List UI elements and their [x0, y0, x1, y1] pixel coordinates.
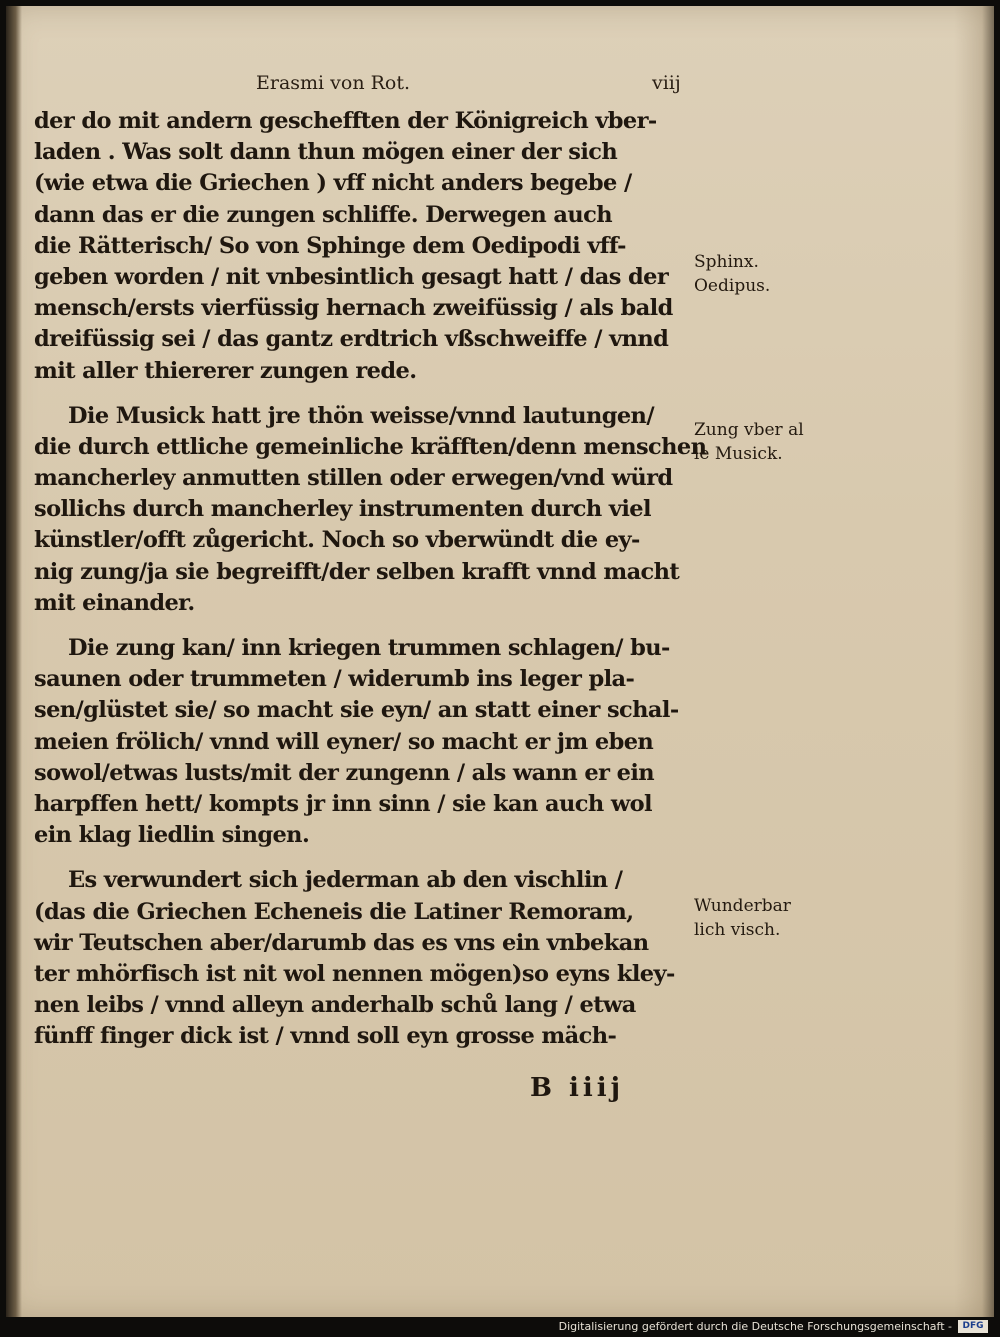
text-line: wir Teutschen aber/darumb das es vns ein vnbekan [34, 929, 649, 956]
text-line: die Rätterisch/ So von Sphinge dem Oedipodi vff- [34, 232, 626, 259]
text-line: dreifüssig sei / das gantz erdtrich vßschweiffe / vnnd [34, 326, 669, 353]
text-line: die durch ettliche gemeinliche kräfften/denn menschen [34, 433, 707, 460]
footer-bar [0, 1317, 1000, 1337]
text-line: laden . Was solt dann thun mögen einer der sich [34, 139, 618, 166]
text-line: harpffen hett/ kompts jr inn sinn / sie kan auch wol [34, 790, 652, 817]
text-line: künstler/offt zůgericht. Noch so vberwündt die ey- [34, 527, 640, 554]
margin-note-line: le Musick. [694, 444, 783, 464]
text-line: dann das er die zungen schliffe. Derwegen auch [34, 201, 612, 228]
text-line: der do mit andern geschefften der Königreich vber- [34, 108, 657, 134]
text-line: nig zung/ja sie begreifft/der selben krafft vnnd macht [34, 558, 680, 585]
text-line: Die zung kan/ inn kriegen trummen schlagen/ bu- [68, 635, 670, 661]
margin-note-line: lich visch. [694, 920, 781, 940]
dfg-logo: DFG [958, 1320, 988, 1333]
margin-note-line: Sphinx. [694, 252, 759, 272]
text-line: mit einander. [34, 589, 195, 616]
text-line: Die Musick hatt jre thön weisse/vnnd lautungen/ [68, 402, 654, 429]
text-line: mensch/ersts vierfüssig hernach zweifüssig / als bald [34, 295, 673, 322]
text-line: sowol/etwas lusts/mit der zungenn / als wann er ein [34, 759, 655, 786]
text-line: sollichs durch mancherley instrumenten durch viel [34, 496, 651, 523]
page-folio: viij [652, 72, 681, 94]
running-head-title: Erasmi von Rot. [256, 72, 411, 94]
margin-note-zung [694, 418, 844, 466]
text-line: meien frölich/ vnnd will eyner/ so macht er jm eben [34, 728, 654, 755]
text-line: Es verwundert sich jederman ab den vischlin / [68, 867, 623, 894]
signature-mark: B iiij [530, 1073, 625, 1103]
margin-note-wunderbar [694, 894, 844, 942]
margin-note-line: Oedipus. [694, 276, 771, 296]
footer-credit: Digitalisierung gefördert durch die Deutsche Forschungsgemeinschaft - [558, 1320, 952, 1333]
text-line: saunen oder trummeten / widerumb ins leger pla- [34, 666, 635, 693]
text-line: nen leibs / vnnd alleyn anderhalb schů lang / etwa [34, 992, 636, 1019]
text-line: mit aller thiererer zungen rede. [34, 357, 417, 384]
text-line: mancherley anmutten stillen oder erwegen/vnd würd [34, 465, 673, 492]
page-spine-shadow [6, 6, 22, 1317]
text-line: (das die Griechen Echeneis die Latiner Remoram, [34, 898, 634, 925]
text-line: ter mhörfisch ist nit wol nennen mögen)so eyns kley- [34, 960, 675, 987]
margin-note-line: Wunderbar [694, 896, 791, 916]
text-line: fünff finger dick ist / vnnd soll eyn grosse mäch- [34, 1023, 617, 1050]
body-text [34, 106, 707, 1052]
margin-note-sphinx [694, 250, 844, 298]
book-page [6, 6, 994, 1317]
margin-note-line: Zung vber al [694, 420, 804, 440]
text-line: (wie etwa die Griechen ) vff nicht anders begebe / [34, 170, 632, 197]
text-line: geben worden / nit vnbesintlich gesagt hatt / das der [34, 263, 669, 290]
text-line: sen/glüstet sie/ so macht sie eyn/ an statt einer schal- [34, 697, 679, 724]
page-fold-shadow [954, 6, 994, 1317]
text-line: ein klag liedlin singen. [34, 822, 310, 849]
